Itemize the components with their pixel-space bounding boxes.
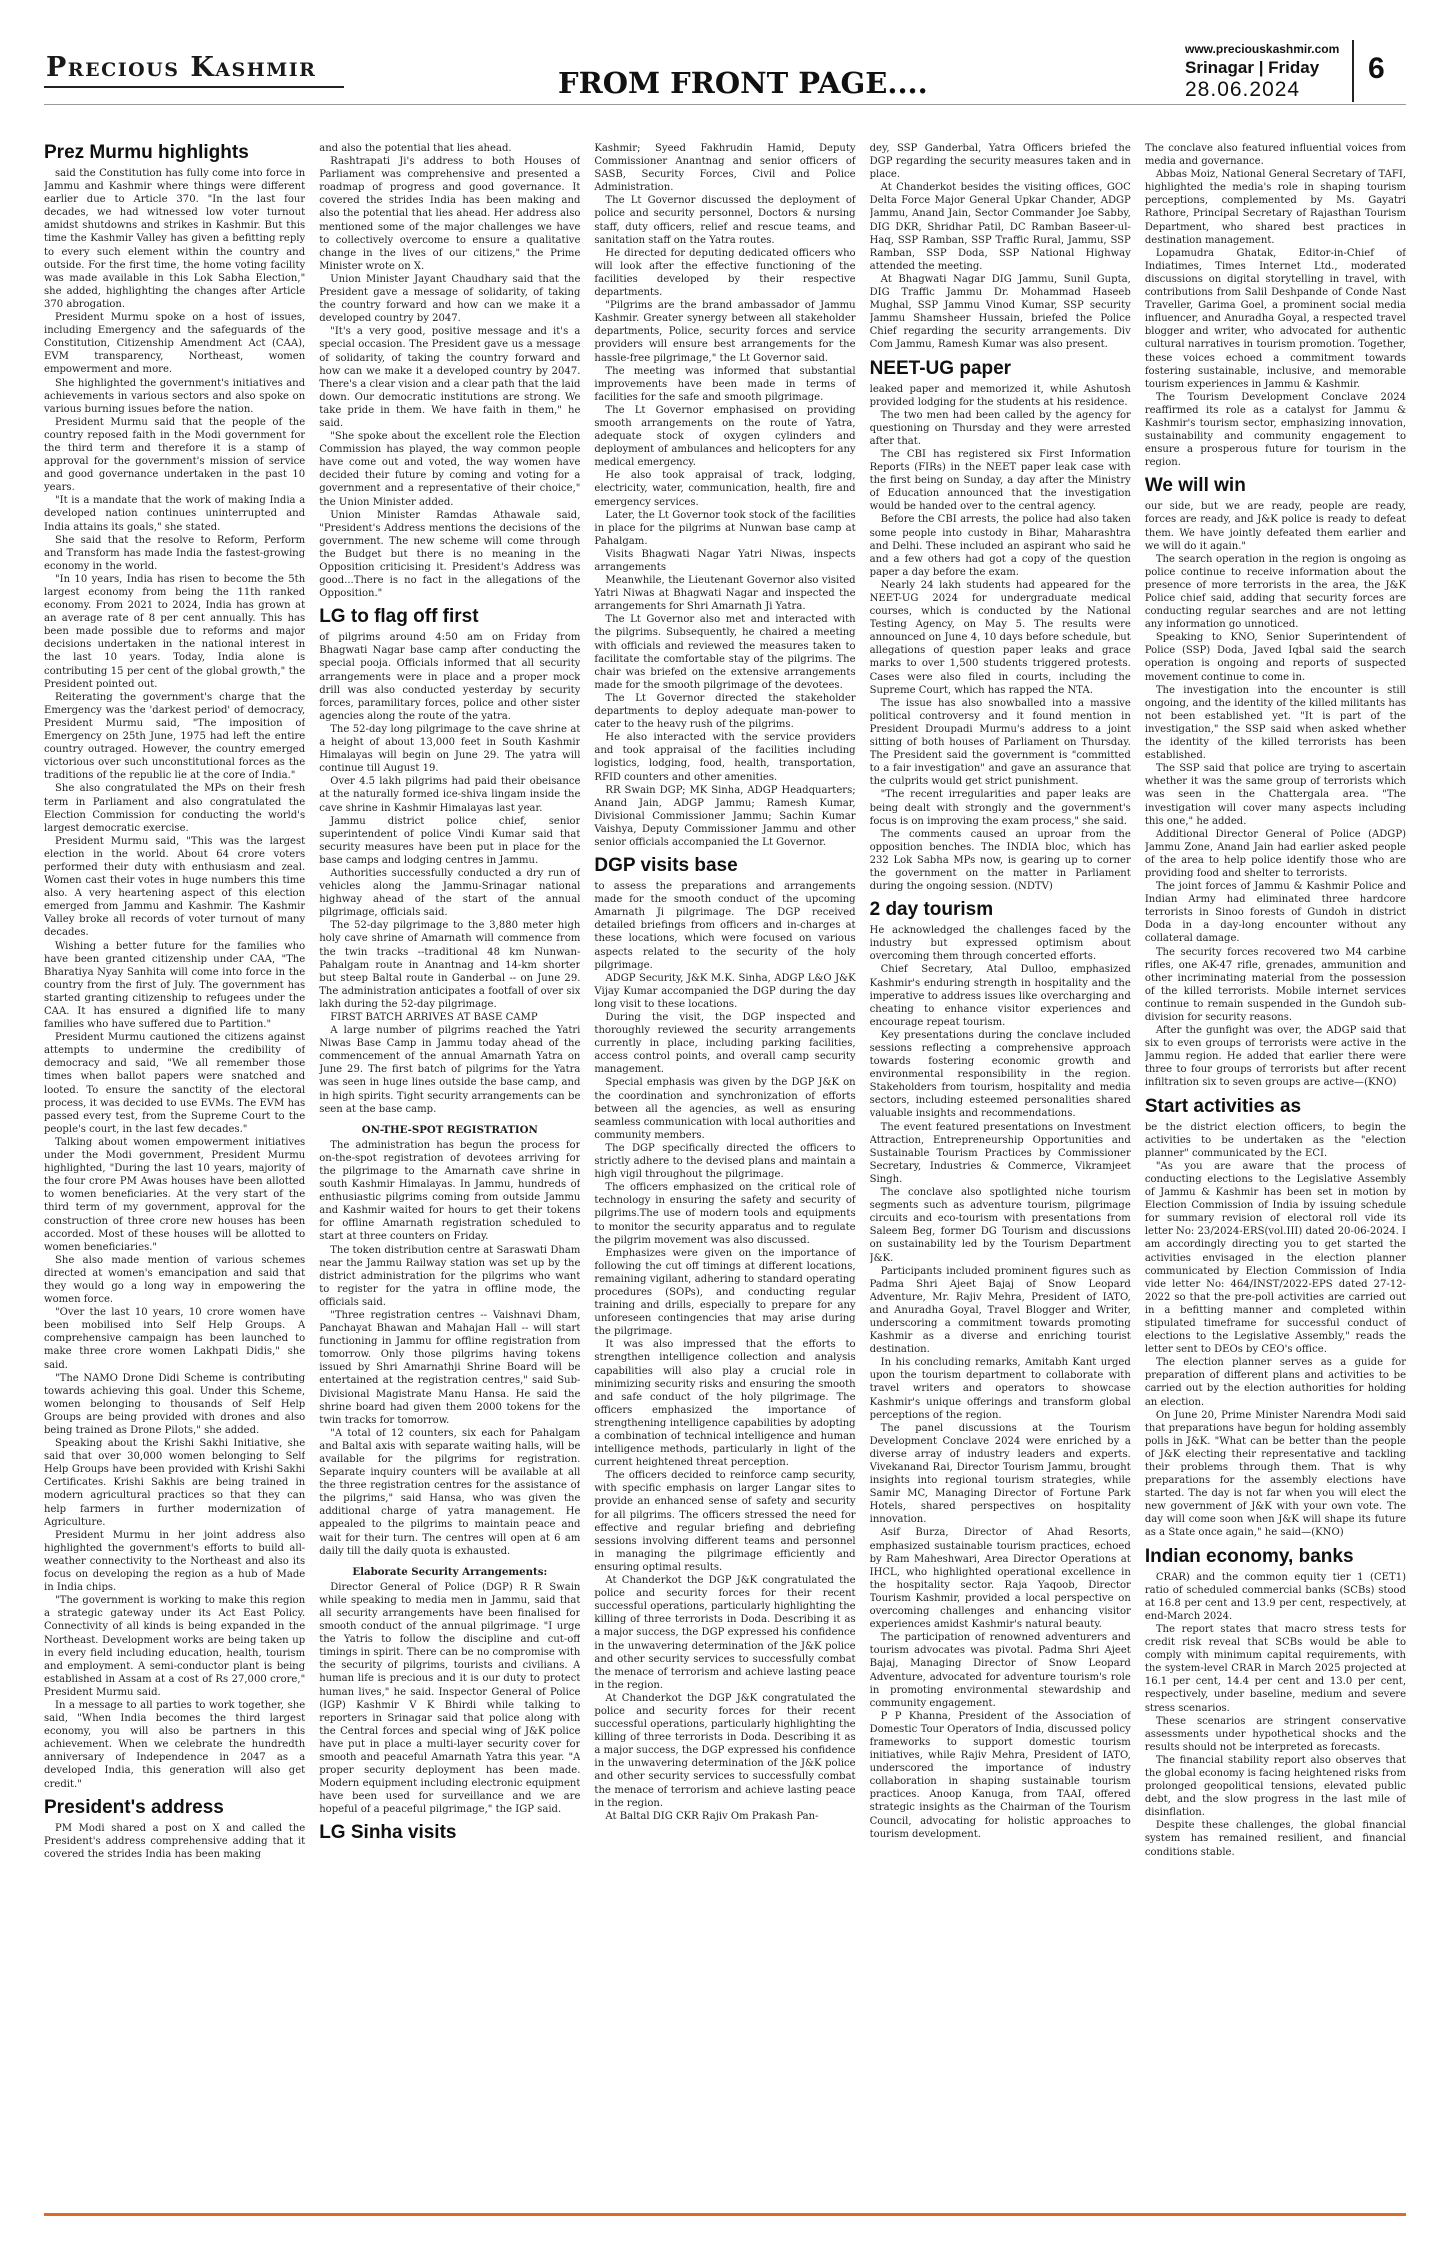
paragraph: CRAR) and the common equity tier 1 (CET1) ratio of scheduled commercial banks (SCBs) stood at 16.8 per cent and 13.9 per cent, respectively, at end-March 2024. — [1144, 1571, 1406, 1622]
paragraph: Director General of Police (DGP) R R Swain while speaking to media men in Jammu, said that all security arrangements have been finalised for smooth conduct of the annual pilgrimage. "I urge the Yatris to follow the discipline and cut-off timings in spirit. There can be no compromise with the security of pilgrims, tourists and civilians. A human life is precious and it is our duty to protect human lives," he said. Inspector General of Police (IGP) Kashmir V K Bhirdi while talking to reporters in Srinagar said that police along with the Central forces and special wing of J&K police have put in place a multi-layer security cover for smooth and peaceful Amarnath Yatra this year. "A proper security deployment has been made. Modern equipment including electronic equipment have been used for surveillance and we are hopeful of a peaceful pilgrimage," the IGP said. — [319, 1581, 581, 1816]
paragraph: ADGP Security, J&K M.K. Sinha, ADGP L&O J&K Vijay Kumar accompanied the DGP during the day long visit to these locations. — [594, 972, 856, 1010]
paragraph: He acknowledged the challenges faced by the industry but expressed optimism about overcoming them through concerted efforts. — [869, 925, 1131, 963]
paragraph: Despite these challenges, the global financial system has remained resilient, and financial conditions stable. — [1144, 1820, 1406, 1858]
paragraph: He also interacted with the service providers and took appraisal of the facilities including logistics, lodging, food, health, transportation, RFID counters and other amenities. — [594, 732, 856, 783]
story-headline: President's address — [44, 1796, 224, 1818]
paragraph: Asif Burza, Director of Ahad Resorts, emphasized sustainable tourism practices, echoed by Ram Maheshwari, Area Director Operations at IHCL, who highlighted operational excellence in the hospitality sector. Raja Yaqoob, Director Tourism Kashmir, provided a local perspective on overcoming challenges and enhancing visitor experiences amidst Kashmir's natural beauty. — [869, 1527, 1131, 1631]
website-url[interactable]: www.preciouskashmir.com — [1185, 42, 1340, 56]
paragraph: The election planner serves as a guide for preparation of different plans and activities to be carried out by the election authorities for holding an election. — [1144, 1357, 1406, 1408]
issue-meta — [1185, 42, 1345, 102]
paragraph: Rashtrapati Ji's address to both Houses of Parliament was comprehensive and presented a roadmap of progress and good governance. It covered the strides India has been making and also the potential that lies ahead. Her address also mentioned some of the major challenges we have to collectively overcome to ensure a qualitative change in the lives of our citizens," the Prime Minister wrote on X. — [319, 156, 581, 272]
paragraph: The token distribution centre at Saraswati Dham near the Jammu Railway station was set up by the district administration for the pilgrims who want to register for the yatra in offline mode, the officials said. — [319, 1244, 581, 1308]
paragraph: "A total of 12 counters, six each for Pahalgam and Baltal axis with separate waiting halls, will be available for the pilgrims for registration. Separate inquiry counters will be available at all the three registration centres for the assistance of the pilgrims," said Hansa, who was given the additional charge of yatra management. He appealed to the pilgrims to maintain peace and wait for their turn. The centres will open at 6 am daily till the daily quota is exhausted. — [319, 1427, 581, 1557]
paragraph: The participation of renowned adventurers and tourism advocates was pivotal. Padma Shri Ajeet Bajaj, Managing Director of Snow Leopard Adventure, advocated for adventure tourism's role in promoting environmental stewardship and community engagement. — [869, 1632, 1131, 1709]
paragraph: Key presentations during the conclave included sessions reflecting a comprehensive approach towards fostering economic growth and environmental responsibility in the region. Stakeholders from tourism, hospitality and media sectors, including esteemed personalities shared valuable insights and recommendations. — [869, 1029, 1131, 1120]
paragraph: Participants included prominent figures such as Padma Shri Ajeet Bajaj of Snow Leopard Adventure, Mr. Rajiv Mehra, President of IATO, and Anuradha Goyal, Travel Blogger and Writer, underscoring a commitment towards promoting Kashmir as a diverse and enriching tourist destination. — [869, 1265, 1131, 1356]
column-5 — [1145, 142, 1406, 2204]
paragraph: Visits Bhagwati Nagar Yatri Niwas, inspects arrangements — [594, 548, 856, 573]
paragraph: After the gunfight was over, the ADGP said that six to even groups of terrorists were active in the Jammu region. He added that earlier there were three to four groups of terrorists but after recent infiltration six to seven groups are active—(KNO) — [1144, 1025, 1406, 1089]
paragraph: Union Minister Ramdas Athawale said, "President's Address mentions the decisions of the government. The new scheme will come through the Budget but there is no meaning in the Opposition criticising it. President's Address was good...There is no fact in the allegations of the Opposition." — [319, 509, 581, 600]
paragraph: The DGP specifically directed the officers to strictly adhere to the devised plans and maintain a high vigil throughout the pilgrimage. — [594, 1142, 856, 1181]
paragraph: "It's a very good, positive message and it's a special occasion. The President gave us a message of solidarity, of taking the country forward and how can we make it a developed country by 2047. There's a clear vision and a clear path that the laid down. Our democratic institutions are strong. We take pride in them. We have faith in them," he said. — [319, 326, 581, 429]
paragraph: "In 10 years, India has risen to become the 5th largest economy from being the 11th ranked economy. From 2021 to 2024, India has grown at an average rate of 8 per cent annually. This has been made possible due to reforms and major decisions undertaken in the national interest in the last 10 years. Today, India alone is contributing 15 per cent of the global growth," the President pointed out. — [44, 573, 306, 690]
column-3 — [594, 142, 855, 2204]
paragraph: The financial stability report also observes that the global economy is facing heightened risks from prolonged geopolitical tensions, elevated public debt, and the slow progress in the last mile of disinflation. — [1144, 1754, 1406, 1819]
paragraph: She also congratulated the MPs on their fresh term in Parliament and also congratulated the Election Commission for conducting the world's largest democratic exercise. — [44, 783, 306, 834]
paragraph: The 52-day pilgrimage to the 3,880 meter high holy cave shrine of Amarnath will commence from the twin tracks --traditional 48 km Nunwan-Pahalgam route in Anantnag and 14-km shorter but steep Baltal route in Ganderbal -- on June 29. The administration anticipates a footfall of over six lakh during the 52-day pilgrimage. — [319, 920, 581, 1010]
brand-underline — [44, 86, 344, 88]
paragraph: FIRST BATCH ARRIVES AT BASE CAMP — [330, 1012, 538, 1023]
paragraph: The administration has begun the process for on-the-spot registration of devotees arriving for the pilgrimage to the Amarnath cave shrine in south Kashmir Himalayas. In Jammu, hundreds of enthusiastic pilgrims coming from outside Jammu and Kashmir waited for hours to get their tokens for offline Amarnath registration scheduled to start at three counters on Friday. — [319, 1139, 581, 1243]
paragraph: to assess the preparations and arrangements made for the smooth conduct of the upcoming Amarnath Ji pilgrimage. The DGP received detailed briefings from officers and in-charges at these locations, which were focused on various aspects related to the security of the holy pilgrimage. — [594, 881, 856, 971]
paragraph: Reiterating the government's charge that the Emergency was the 'darkest period' of democracy, President Murmu said, "The imposition of Emergency on 25th June, 1975 had left the entire country outraged. However, the country emerged victorious over such unconstitutional forces as the traditions of the republic lie at the core of India." — [44, 691, 306, 782]
paragraph: "She spoke about the excellent role the Election Commission has played, the way common people have come out and voted, the way women have decided their future by coming and voting for a government and a representative of their choice," the Union Minister added. — [319, 431, 581, 508]
subhead: Elaborate Security Arrangements: — [352, 1565, 548, 1578]
paragraph: During the visit, the DGP inspected and thoroughly reviewed the security arrangements currently in place, including parking facilities, access control points, and overall camp security management. — [594, 1012, 856, 1076]
paragraph: Kashmir; Syeed Fakhrudin Hamid, Deputy Commissioner Anantnag and senior officers of SASB, Security Forces, Civil and Police Administration. — [594, 143, 856, 194]
paragraph: President Murmu said, "This was the largest election in the world. About 64 crore voters performed their duty with enthusiasm and zeal. Women cast their votes in huge numbers this time also. A very heartening aspect of this election emerged from Jammu and Kashmir. The Kashmir Valley broke all records of voter turnout of many decades. — [44, 835, 306, 939]
paragraph: Lopamudra Ghatak, Editor-in-Chief of Indiatimes, Times Internet Ltd., moderated discussions on digital storytelling in travel, with contributions from Salil Deshpande of Conde Nast Traveller, Garima Goel, a prominent social media influencer, and Anuradha Goyal, a respected travel blogger and writer, who advocated for authentic cultural narratives in tourism promotion. Together, these voices echoed a commitment towards fostering sustainable, inclusive, and memorable tourism experiences in Jammu & Kashmir. — [1144, 247, 1406, 390]
header-rule — [44, 104, 1406, 105]
paragraph: "The NAMO Drone Didi Scheme is contributing towards achieving this goal. Under this Scheme, women belonging to thousands of Self Help Groups are being provided with drones and also being trained as Drone Pilots," she added. — [44, 1372, 306, 1436]
paragraph: Additional Director General of Police (ADGP) Jammu Zone, Anand Jain had earlier asked people of the area to help police identify those who are providing food and shelter to terrorists. — [1144, 828, 1406, 879]
paragraph: our side, but we are ready, people are ready, forces are ready, and J&K police is ready to defeat them. We have jointly defeated them earlier and we will do it again." — [1144, 501, 1406, 552]
paragraph: Wishing a better future for the families who have been granted citizenship under CAA, "The Bharatiya Nyay Sanhita will come into force in the country from the first of July. The government has started granting citizenship to refugees under the CAA. It has ensured a dignified life to many families who have suffered due to Partition." — [44, 940, 306, 1031]
paragraph: The panel discussions at the Tourism Development Conclave 2024 were enriched by a diverse array of industry leaders and experts. Vivekanand Rai, Director Tourism Jammu, brought insights into regional tourism strategies, while Samir MC, Managing Director of Fortune Park Hotels, shared perspectives on hospitality innovation. — [869, 1422, 1131, 1526]
paragraph: The Tourism Development Conclave 2024 reaffirmed its role as a catalyst for Jammu & Kashmir's tourism sector, emphasizing innovation, sustainability and community engagement to ensure a prosperous future for tourism in the region. — [1144, 391, 1406, 469]
paragraph: The issue has also snowballed into a massive political controversy and it found mention in President Droupadi Murmu's address to a joint sitting of both houses of Parliament on Thursday. The President said the government is "committed to a fair investigation" and gave an assurance that the culprits would get strict punishment. — [869, 697, 1131, 788]
column-4 — [870, 142, 1131, 2204]
footer-rule — [44, 2213, 1406, 2216]
paragraph: At Chanderkot besides the visiting offices, GOC Delta Force Major General Upkar Chander, ADGP Jammu, Anand Jain, Sector Commander Joe Sabby, DIG DKR, Shridhar Patil, DC Ramban Baseer-ul-Haq, SSP Ramban, SSP Traffic Rural, Jammu, SSP Ramban, SSP Doda, SSP National Highway attended the meeting. — [869, 182, 1131, 272]
paragraph: Jammu district police chief, senior superintendent of police Vindi Kumar said that security measures have been put in place for the base camps and lodging centres in Jammu. — [319, 815, 581, 866]
paragraph: Talking about women empowerment initiatives under the Modi government, President Murmu highlighted, "During the last 10 years, majority of the four crore PM Awas houses have been allotted to women beneficiaries. At the very start of the third term of my government, approval for the construction of three crore new houses has been accorded. Most of these houses will be allotted to women beneficiaries." — [44, 1136, 306, 1253]
story-headline: LG to flag off first — [319, 606, 479, 628]
paragraph: dey, SSP Ganderbal, Yatra Officers briefed the DGP regarding the security measures taken and in place. — [869, 143, 1131, 181]
page-number: 6 — [1368, 52, 1385, 85]
paragraph: "Over the last 10 years, 10 crore women have been mobilised into Self Help Groups. A comprehensive campaign has been launched to make three crore women Lakhpati Didis," she said. — [44, 1307, 306, 1371]
paragraph: President Murmu in her joint address also highlighted the government's efforts to build all-weather connectivity to the Northeast and also its focus on developing the region as a hub of Made in India chips. — [44, 1529, 306, 1594]
paragraph: The Lt Governor also met and interacted with the pilgrims. Subsequently, he chaired a meeting with officials and reviewed the measures taken to facilitate the comfortable stay of the pilgrims. The chair was briefed on the extensive arrangements made for the smooth pilgrimage of the devotees. — [594, 614, 856, 691]
paragraph: Speaking about the Krishi Sakhi Initiative, she said that over 30,000 women belonging to Self Help Groups have been provided with Krishi Sakhi Certificates. Krishi Sakhis are being trained in modern agricultural practices so that they can help farmers in further modernization of Agriculture. — [44, 1438, 306, 1528]
masthead — [0, 0, 1451, 108]
paragraph: The investigation into the encounter is still ongoing, and the identity of the killed militants has not been established yet. "It is part of the investigation," the SSP said when asked whether the identity of the killed terrorists has been established. — [1144, 684, 1406, 762]
paragraph: She said that the resolve to Reform, Perform and Transform has made India the fastest-growing economy in the world. — [44, 534, 306, 572]
paragraph: PM Modi shared a post on X and called the President's address comprehensive adding that it covered the strides India has been making — [44, 1822, 306, 1860]
paragraph: Later, the Lt Governor took stock of the facilities in place for the pilgrims at Nunwan base camp at Pahalgam. — [594, 509, 856, 547]
paragraph: On June 20, Prime Minister Narendra Modi said that preparations have begun for holding assembly polls in J&K. "What can be better than the people of J&K electing their representative and tackling their problems through them. That is why preparations for the assembly elections have started. The day is not far when you will elect the new government of J&K with your own vote. The day will come soon when J&K will shape its future as a State once again," he said—(KNO) — [1144, 1409, 1406, 1539]
paragraph: "It is a mandate that the work of making India a developed nation continues uninterrupted and India attains its goals," she stated. — [44, 495, 306, 533]
paragraph: These scenarios are stringent conservative assessments under hypothetical shocks and the results should not be interpreted as forecasts. — [1144, 1715, 1406, 1753]
paragraph: Union Minister Jayant Chaudhary said that the President gave a message of solidarity, of taking the country forward and how can we make it a developed country by 2047. — [319, 273, 581, 325]
subhead: ON-THE-SPOT REGISTRATION — [361, 1123, 538, 1136]
paragraph: The Lt Governor emphasised on providing smooth arrangements on the route of Yatra, adequate stock of oxygen cylinders and deployment of ambulances and helicopters for any medical emergency. — [594, 404, 856, 469]
paragraph: Abbas Moiz, National General Secretary of TAFI, highlighted the media's role in shaping tourism perceptions, complemented by Ms. Gayatri Rathore, Principal Secretary of Rajasthan Tourism Department, who shared best practices in destination management. — [1144, 169, 1406, 246]
paragraph: "The recent irregularities and paper leaks are being dealt with strongly and the government's focus is on improving the exam process," she said. — [869, 789, 1131, 827]
paragraph: The conclave also spotlighted niche tourism segments such as adventure tourism, pilgrimage circuits and eco-tourism with presentations from Saleem Beg, former DG Tourism and discussions on sustainability led by the Tourism Department J&K. — [869, 1187, 1131, 1264]
paragraph: The conclave also featured influential voices from media and governance. — [1144, 143, 1406, 168]
paragraph: The Lt Governor discussed the deployment of police and security personnel, Doctors & nursing staff, duty officers, relief and rescue teams, and sanitation staff on the Yatra routes. — [594, 195, 856, 246]
column-2 — [319, 142, 580, 2204]
paragraph: The security forces recovered two M4 carbine rifles, one AK-47 rifle, grenades, ammunition and other incriminating material from the possession of the killed terrorists. Mobile internet services continue to remain suspended in the Gundoh sub-division for security reasons. — [1144, 946, 1406, 1023]
paragraph: of pilgrims around 4:50 am on Friday from Bhagwati Nagar base camp after conducting the special pooja. Officials informed that all security arrangements were in place and a proper mock drill was also conducted yesterday by security forces, paramilitary forces, police and other sister agencies along the route of the yatra. — [319, 632, 581, 722]
story-headline: Prez Murmu highlights — [44, 142, 249, 163]
paragraph: The officers decided to reinforce camp security, with specific emphasis on larger Langar sites to provide an enhanced sense of safety and security for all pilgrims. The officers stressed the need for effective and regular briefing and debriefing sessions involving different teams and personnel in managing the pilgrimage efficiently and ensuring optimal results. — [594, 1470, 856, 1573]
paragraph: be the district election officers, to begin the activities to be undertaken as the "election planner" communicated by the ECI. — [1144, 1121, 1406, 1159]
paragraph: The meeting was informed that substantial improvements have been made in terms of facilities for the safe and smooth pilgrimage. — [594, 365, 856, 403]
article-columns — [44, 142, 1406, 2204]
paragraph: The joint forces of Jammu & Kashmir Police and Indian Army had eliminated three hardcore terrorists in Sinoo forests of Gundoh in district Doda in a day-long encounter without any collateral damage. — [1144, 881, 1406, 945]
column-1 — [44, 142, 305, 2204]
paragraph: At Chanderkot the DGP J&K congratulated the police and security forces for their recent successful operations, particularly highlighting the killing of three terrorists in Doda. Describing it as a major success, the DGP expressed his confidence in the unwavering determination of the J&K police and other security services to successfully combat the menace of terrorism and achieve lasting peace in the region. — [594, 1692, 856, 1809]
story-headline: Indian economy, banks — [1144, 1545, 1354, 1567]
section-title: FROM FRONT PAGE.... — [558, 66, 928, 100]
paragraph: Meanwhile, the Lieutenant Governor also visited Yatri Niwas at Bhagwati Nagar and inspected the arrangements for Shri Amarnath Ji Yatra. — [594, 575, 856, 613]
paragraph: RR Swain DGP; MK Sinha, ADGP Headquarters; Anand Jain, ADGP Jammu; Ramesh Kumar, Divisional Commissioner Jammu; Sachin Kumar Vaishya, Deputy Commissioner Jammu and other senior officials accompanied the Lt Governor. — [594, 784, 856, 848]
paragraph: At Bhagwati Nagar DIG Jammu, Sunil Gupta, DIG Traffic Jammu Dr. Mohammad Haseeb Mughal, SSP Jammu Vinod Kumar, SSP security Jammu Shamsheer Hussain, briefed the Police Chief regarding the security arrangements. Div Com Jammu, Ramesh Kumar was also present. — [869, 273, 1131, 351]
paragraph: She highlighted the government's initiatives and achievements in various sectors and also spoke on various burning issues before the nation. — [44, 377, 306, 415]
story-headline: NEET-UG paper — [869, 357, 1012, 379]
story-headline: Start activities as — [1144, 1095, 1302, 1117]
paragraph: Special emphasis was given by the DGP J&K on the coordination and synchronization of efforts between all the agencies, as well as ensuring seamless communication with local authorities and community members. — [594, 1077, 856, 1141]
paragraph: At Chanderkot the DGP J&K congratulated the police and security forces for their recent successful operations, particularly highlighting the killing of three terrorists in Doda. Describing it as a major success, the DGP expressed his confidence in the unwavering determination of the J&K police and other security services to successfully combat the menace of terrorism and achieve lasting peace in the region. — [594, 1575, 856, 1691]
story-headline: 2 day tourism — [869, 899, 994, 921]
paragraph: The search operation in the region is ongoing as police continue to receive information about the presence of more terrorists in the area, the J&K Police chief said, adding that security forces are conducting regular searches and are not letting any information go unnoticed. — [1144, 553, 1406, 631]
paragraph: and also the potential that lies ahead. — [319, 143, 512, 154]
paragraph: Over 4.5 lakh pilgrims had paid their obeisance at the naturally formed ice-shiva lingam inside the cave shrine in Kashmir Himalayas last year. — [319, 776, 581, 814]
paragraph: Emphasizes were given on the importance of following the cut off timings at different locations, remaining vigilant, adhering to standard operating procedures (SOPs), and conducting regular training and drills, especially to prepare for any unforeseen contingencies that may arise during the pilgrimage. — [594, 1247, 856, 1338]
paragraph: "Pilgrims are the brand ambassador of Jammu Kashmir. Greater synergy between all stakeholder departments, Police, security forces and service providers will ensure best arrangements for the hassle-free pilgrimage," the Lt Governor said. — [594, 300, 856, 364]
paragraph: "As you are aware that the process of conducting elections to the Legislative Assembly of Jammu & Kashmir has been set in motion by Election Commission of India by issuing schedule for summary revision of electoral roll vide its letter No: 23/2024-ERS(vol.III) dated 20-06-2024. I am accordingly directing you to get started the activities envisaged in the election planner communicated by Election Commission of India vide letter No: 464/INST/2022-EPS dated 27-12-2022 so that the pre-poll activities are carried out in a befitting manner and completed within stipulated timeframe for successful conduct of elections to the Legislative Assembly," reads the letter sent to DEOs by CEO's office. — [1144, 1160, 1406, 1356]
paragraph: The CBI has registered six First Information Reports (FIRs) in the NEET paper leak case with the first being on Sunday, a day after the Ministry of Education announced that the investigation would be handed over to the central agency. — [869, 448, 1131, 513]
paragraph: The event featured presentations on Investment Attraction, Entrepreneurship Opportunities and Sustainable Tourism Practices by Commissioner Secretary, Industries & Commerce, Vikramjeet Singh. — [869, 1121, 1131, 1185]
paragraph: Nearly 24 lakh students had appeared for the NEET-UG 2024 for undergraduate medical courses, which is conducted by the National Testing Agency, on May 5. The results were announced on June 4, 10 days before schedule, but allegations of question paper leaks and grace marks to over 1,500 students triggered protests. Cases were also filed in courts, including the Supreme Court, which has rapped the NTA. — [869, 579, 1131, 696]
story-headline: DGP visits base — [594, 855, 738, 877]
paragraph: Authorities successfully conducted a dry run of vehicles along the Jammu-Srinagar national highway ahead of the start of the annual pilgrimage, officials said. — [319, 867, 581, 919]
paragraph: He also took appraisal of track, lodging, electricity, water, communication, health, fire and emergency services. — [594, 470, 856, 508]
paragraph: She also made mention of various schemes directed at women's emancipation and said that they would go a long way in empowering the women force. — [44, 1254, 306, 1306]
paragraph: The officers emphasized on the critical role of technology in ensuring the safety and security of pilgrims.The use of modern tools and equipments to monitor the security apparatus and to regulate the pilgrim movement was also discussed. — [594, 1182, 856, 1246]
paragraph: Chief Secretary, Atal Dulloo, emphasized Kashmir's enduring strength in hospitality and the imperative to address issues like overcharging and cheating to enhance visitor experiences and encourage repeat tourism. — [869, 964, 1131, 1028]
paragraph: The SSP said that police are trying to ascertain whether it was the same group of terrorists which was seen in the Chattergala area. "The investigation will cover many aspects including this one," he added. — [1144, 763, 1406, 827]
paragraph: It was also impressed that the efforts to strengthen intelligence collection and analysis capabilities will also play a crucial role in minimizing security risks and ensuring the smooth and safe conduct of the holy pilgrimage. The officers emphasized the importance of strengthening intelligence capabilities by adopting a combination of technical intelligence and human intelligence methods, particularly in light of the current heightened threat perception. — [594, 1339, 856, 1469]
story-headline: LG Sinha visits — [319, 1822, 457, 1844]
paragraph: The comments caused an uproar from the opposition benches. The INDIA bloc, which has 232 Lok Sabha MPs now, is gearing up to corner the government on the matter in Parliament during the ongoing session. (NDTV) — [869, 828, 1131, 893]
story-headline: We will win — [1144, 475, 1246, 497]
paragraph: The two men had been called by the agency for questioning on Thursday and they were arrested after that. — [869, 409, 1131, 447]
paragraph: In his concluding remarks, Amitabh Kant urged upon the tourism department to collaborate with travel writers and operators to showcase Kashmir's unique offerings and transform global perceptions of the region. — [869, 1357, 1131, 1421]
paragraph: A large number of pilgrims reached the Yatri Niwas Base Camp in Jammu today ahead of the commencement of the annual Amarnath Yatra on June 29. The first batch of pilgrims for the Yatra was seen in huge lines outside the base camp, and in high spirits. Tight security arrangements can be seen at the base camp. — [319, 1025, 581, 1115]
paragraph: President Murmu cautioned the citizens against attempts to undermine the credibility of democracy and said, "We all remember those times when ballot papers were snatched and looted. To ensure the sanctity of the electoral process, it was decided to use EVMs. The EVM has passed every test, from the Supreme Court to the people's court, in the last few decades." — [44, 1032, 306, 1135]
paragraph: At Baltal DIG CKR Rajiv Om Prakash Pan- — [605, 1810, 819, 1822]
paragraph: Before the CBI arrests, the police had also taken some people into custody in Bihar, Maharashtra and Delhi. These included an aspirant who said he and a few others had got a copy of the question paper a day before the exam. — [869, 514, 1131, 578]
paragraph: He directed for deputing dedicated officers who will look after the effective functioning of the facilities developed by their respective departments. — [594, 247, 856, 299]
newspaper-brand: Precious Kashmir — [46, 52, 317, 83]
paragraph: The Lt Governor directed the stakeholder departments to deploy adequate man-power to cater to the heavy rush of the pilgrims. — [594, 692, 856, 731]
paragraph: President Murmu spoke on a host of issues, including Emergency and the safeguards of the Constitution, Citizenship Amendment Act (CAA), EVM transparency, Northeast, women empowerment and more. — [44, 312, 306, 376]
paragraph: P P Khanna, President of the Association of Domestic Tour Operators of India, discussed policy frameworks to support domestic tourism initiatives, while Rajiv Mehra, President of IATO, underscored the importance of industry collaboration in shaping sustainable tourism practices. Anoop Kanuga, from TAAI, offered strategic insights as the Chairman of the Tourism Council, advocating for holistic approaches to tourism development. — [869, 1710, 1131, 1840]
paragraph: President Murmu said that the people of the country reposed faith in the Modi government for the third term and therefore it is a stamp of approval for the government's mission of service and good governance undertaken in the past 10 years. — [44, 416, 306, 494]
header-divider — [1352, 40, 1354, 102]
paragraph: "The government is working to make this region a strategic gateway under its Act East Policy. Connectivity of all kinds is being expanded in the Northeast. Development works are being taken up in every field including education, health, tourism and employment. A semi-conductor plant is being established in Assam at a cost of Rs 27,000 crore," President Murmu said. — [44, 1595, 306, 1698]
paragraph: said the Constitution has fully come into force in Jammu and Kashmir where things were different earlier due to Article 370. "In the last four decades, we had witnessed low voter turnout amidst shutdowns and strikes in Kashmir. But this time the Kashmir Valley has given a befitting reply to every such element within the country and outside. For the first time, the home voting facility was made available in this Lok Sabha Election," she added, highlighting the changes after Article 370 abrogation. — [44, 168, 306, 310]
paragraph: The report states that macro stress tests for credit risk reveal that SCBs would be able to comply with minimum capital requirements, with the system-level CRAR in March 2025 projected at 16.1 per cent, 14.4 per cent and 13.0 per cent, respectively, under baseline, medium and severe stress scenarios. — [1144, 1623, 1406, 1714]
paragraph: The 52-day long pilgrimage to the cave shrine at a height of about 13,000 feet in South Kashmir Himalayas will begin on June 29. The yatra will continue till August 19. — [319, 723, 581, 775]
paragraph: leaked paper and memorized it, while Ashutosh provided lodging for the students at his residence. — [869, 383, 1131, 408]
paragraph: "Three registration centres -- Vaishnavi Dham, Panchayat Bhawan and Mahajan Hall -- will start functioning in Jammu for offline registration from tomorrow. Only those pilgrims having tokens issued by Shri Amarnathji Shrine Board will be entertained at the registration centres," said Sub-Divisional Magistrate Manu Hansa. He said the shrine board had given them 2000 tokens for the twin tracks for tomorrow. — [319, 1309, 581, 1426]
issue-date: 28.06.2024 — [1185, 78, 1301, 101]
paragraph: In a message to all parties to work together, she said, "When India becomes the third largest economy, you will also be partners in this achievement. When we celebrate the hundredth anniversary of Independence in 2047 as a developed India, this generation will also get credit." — [44, 1699, 306, 1790]
paragraph: Speaking to KNO, Senior Superintendent of Police (SSP) Doda, Javed Iqbal said the search operation is ongoing and reports of suspected movement continue to come in. — [1144, 632, 1406, 683]
dateline: Srinagar | Friday — [1185, 58, 1320, 77]
